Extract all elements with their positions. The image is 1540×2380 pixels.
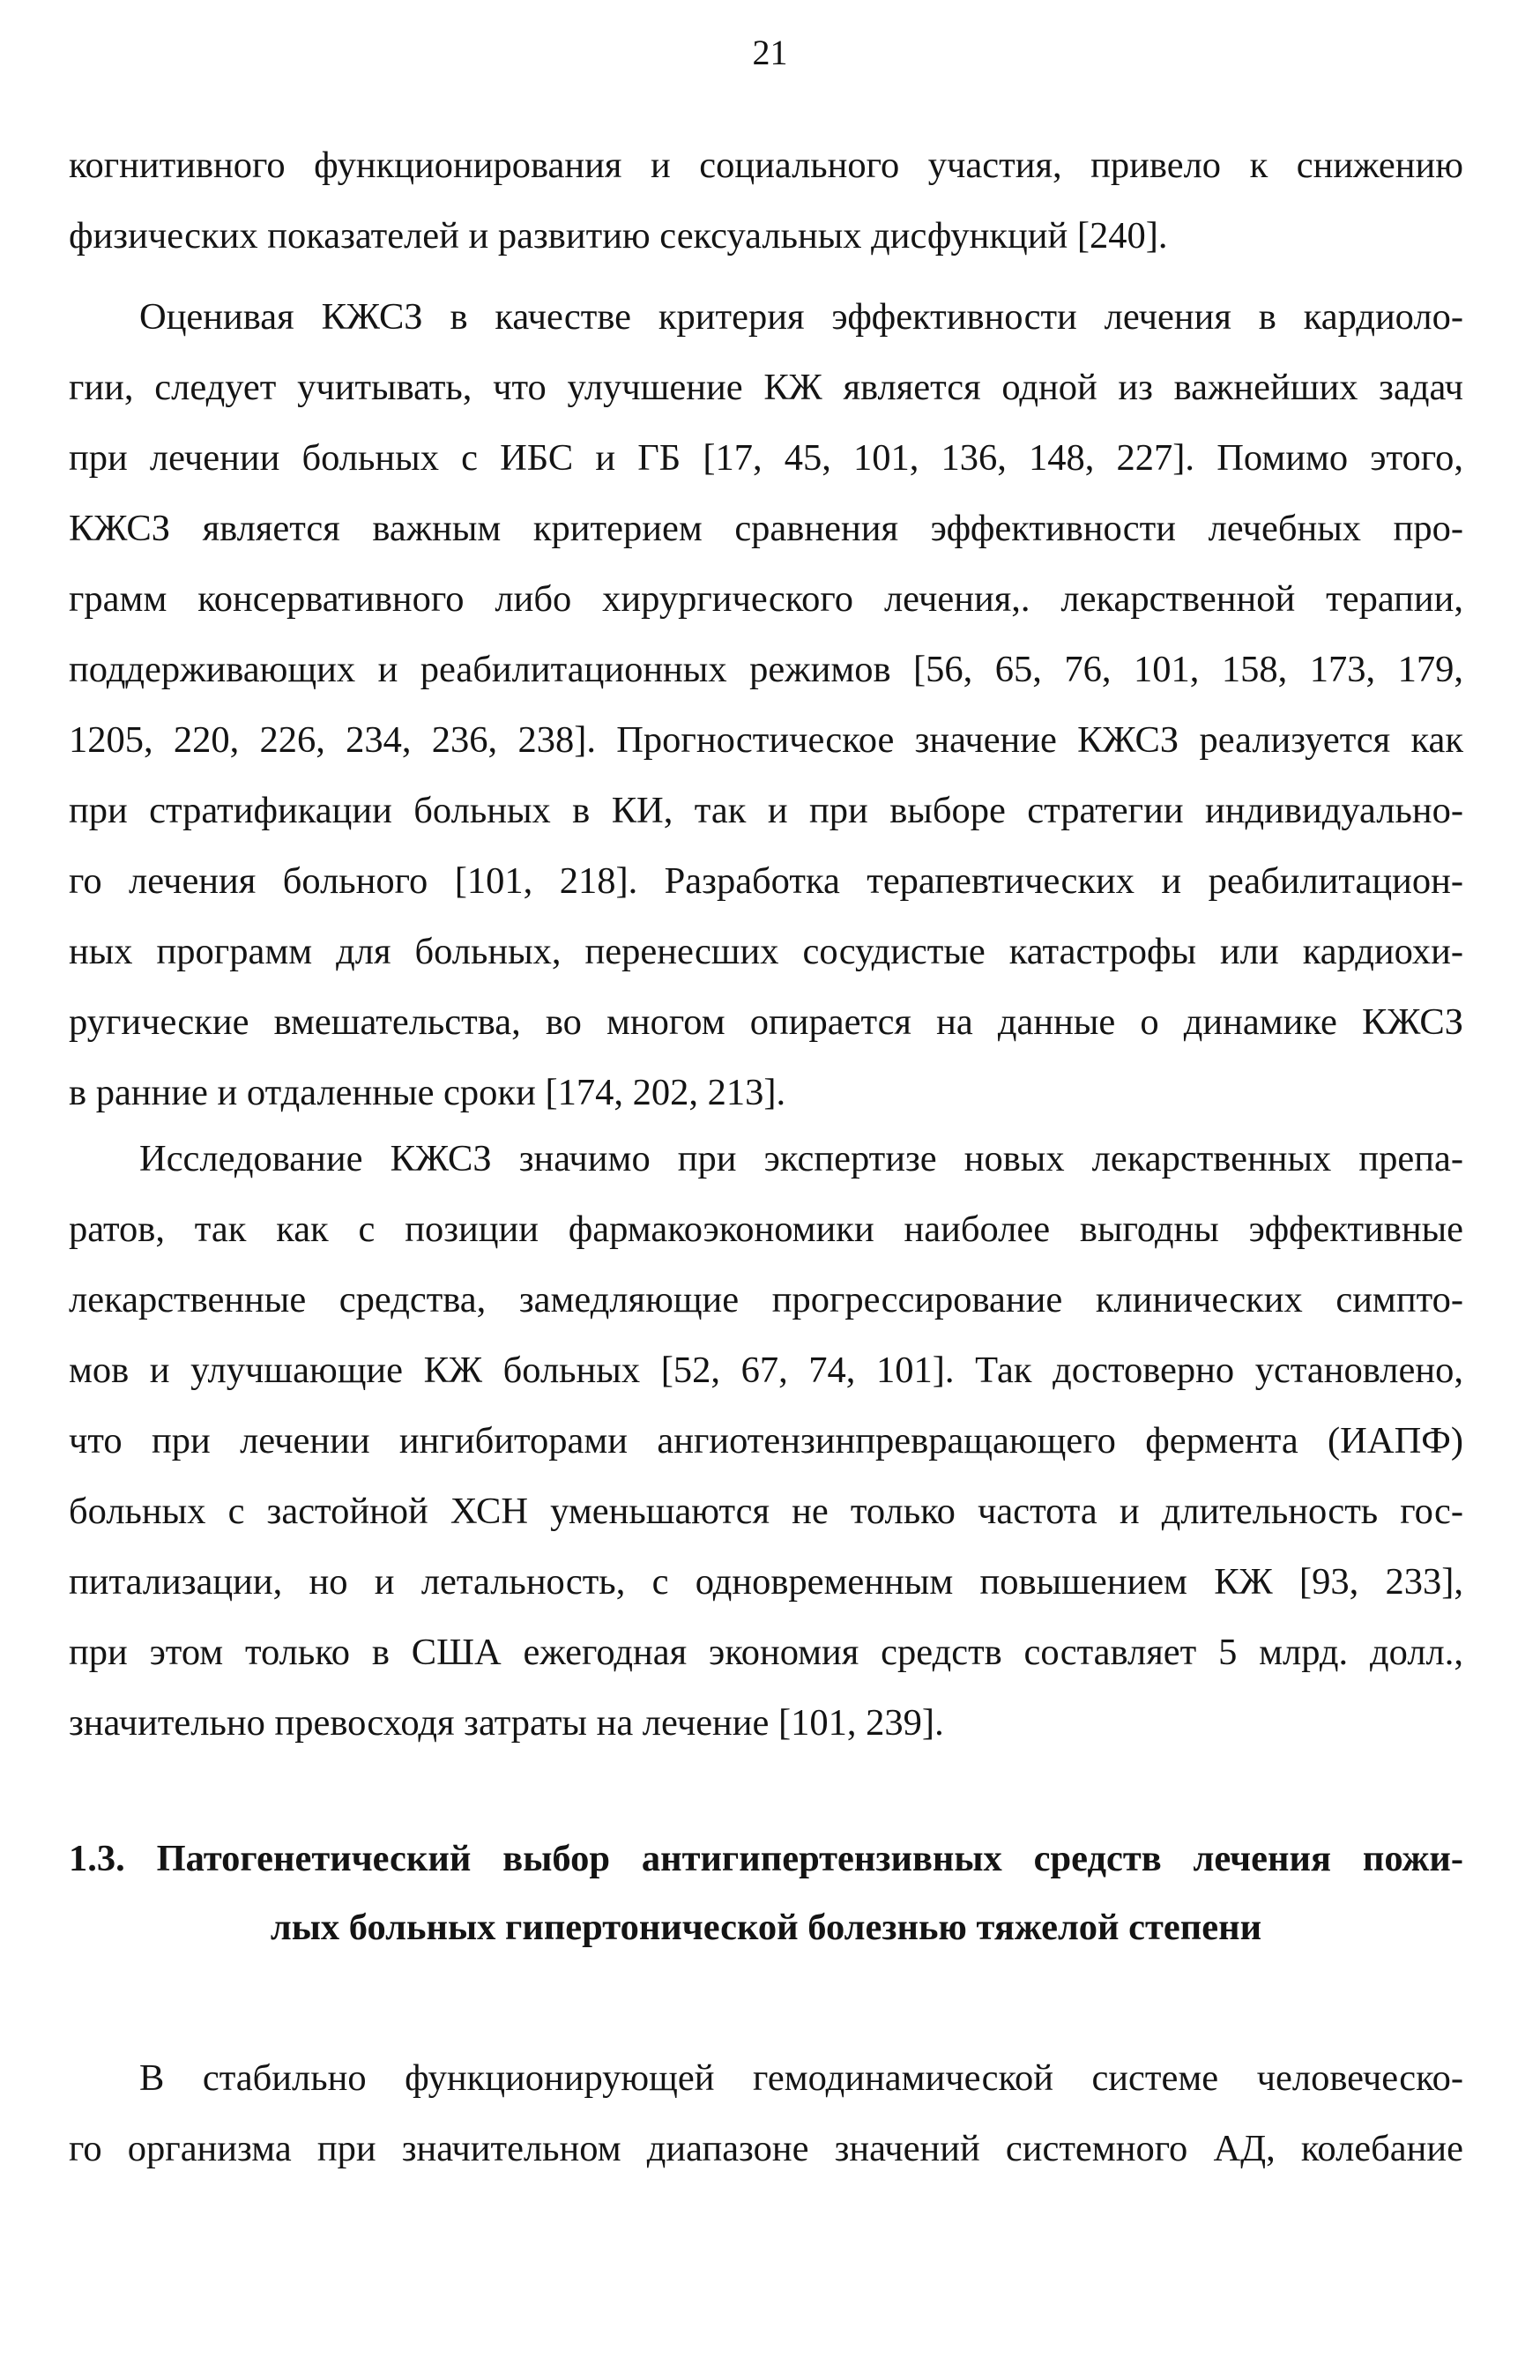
text-line: В стабильно функционирующей гемодинамической системе человеческо- <box>139 2057 1463 2099</box>
text-line: при стратификации больных в КИ, так и при выборе стратегии индивидуально- <box>69 790 1463 831</box>
text-line: КЖСЗ является важным критерием сравнения эффективности лечебных про- <box>69 508 1463 549</box>
text-line: ратов, так как с позиции фармакоэкономики наиболее выгодны эффективные <box>69 1209 1463 1250</box>
text-line: грамм консервативного либо хирургического лечения,. лекарственной терапии, <box>69 578 1463 620</box>
text-line: при этом только в США ежегодная экономия средств составляет 5 млрд. долл., <box>69 1632 1463 1673</box>
text-line: когнитивного функционирования и социального участия, привело к снижению <box>69 145 1463 186</box>
text-line: ных программ для больных, перенесших сосудистые катастрофы или кардиохи- <box>69 931 1463 972</box>
text-line: 1205, 220, 226, 234, 236, 238]. Прогностическое значение КЖСЗ реализуется как <box>69 719 1463 761</box>
text-line: в ранние и отдаленные сроки [174, 202, 213]. <box>69 1072 786 1113</box>
paragraph-continuation <box>69 130 1463 271</box>
text-line: лекарственные средства, замедляющие прогрессирование клинических симпто- <box>69 1279 1463 1320</box>
page-number: 21 <box>752 33 788 72</box>
text-line: что при лечении ингибиторами ангиотензинпревращающего фермента (ИАПФ) <box>69 1420 1463 1461</box>
text-line: го организма при значительном диапазоне значений системного АД, колебание <box>69 2128 1463 2169</box>
text-line: физических показателей и развитию сексуальных дисфункций [240]. <box>69 215 1168 257</box>
text-line: поддерживающих и реабилитационных режимов [56, 65, 76, 101, 158, 173, 179, <box>69 649 1463 690</box>
text-line: гии, следует учитывать, что улучшение КЖ является одной из важнейших задач <box>69 367 1463 408</box>
paragraph-qol-criterion <box>69 282 1463 1128</box>
text-line: больных с застойной ХСН уменьшаются не только частота и длительность гос- <box>69 1491 1463 1532</box>
paragraph-hemodynamics <box>69 2043 1463 2184</box>
text-line: мов и улучшающие КЖ больных [52, 67, 74, 101]. Так достоверно установлено, <box>69 1350 1463 1391</box>
heading-line: лых больных гипертонической болезнью тяжелой степени <box>270 1907 1262 1948</box>
text-line: Оценивая КЖСЗ в качестве критерия эффективности лечения в кардиоло- <box>139 296 1463 338</box>
heading-line: 1.3. Патогенетический выбор антигипертензивных средств лечения пожи- <box>69 1838 1463 1879</box>
text-line: питализации, но и летальность, с одновременным повышением КЖ [93, 233], <box>69 1561 1463 1603</box>
text-line: при лечении больных с ИБС и ГБ [17, 45, 101, 136, 148, 227]. Помимо этого, <box>69 437 1463 479</box>
text-line: го лечения больного [101, 218]. Разработка терапевтических и реабилитацион- <box>69 860 1463 902</box>
section-heading <box>69 1825 1463 1962</box>
paragraph-drug-expertise <box>69 1124 1463 1759</box>
text-line: Исследование КЖСЗ значимо при экспертизе новых лекарственных препа- <box>139 1138 1463 1179</box>
text-line: значительно превосходя затраты на лечение [101, 239]. <box>69 1702 944 1744</box>
text-line: ругические вмешательства, во многом опирается на данные о динамике КЖСЗ <box>69 1001 1463 1043</box>
